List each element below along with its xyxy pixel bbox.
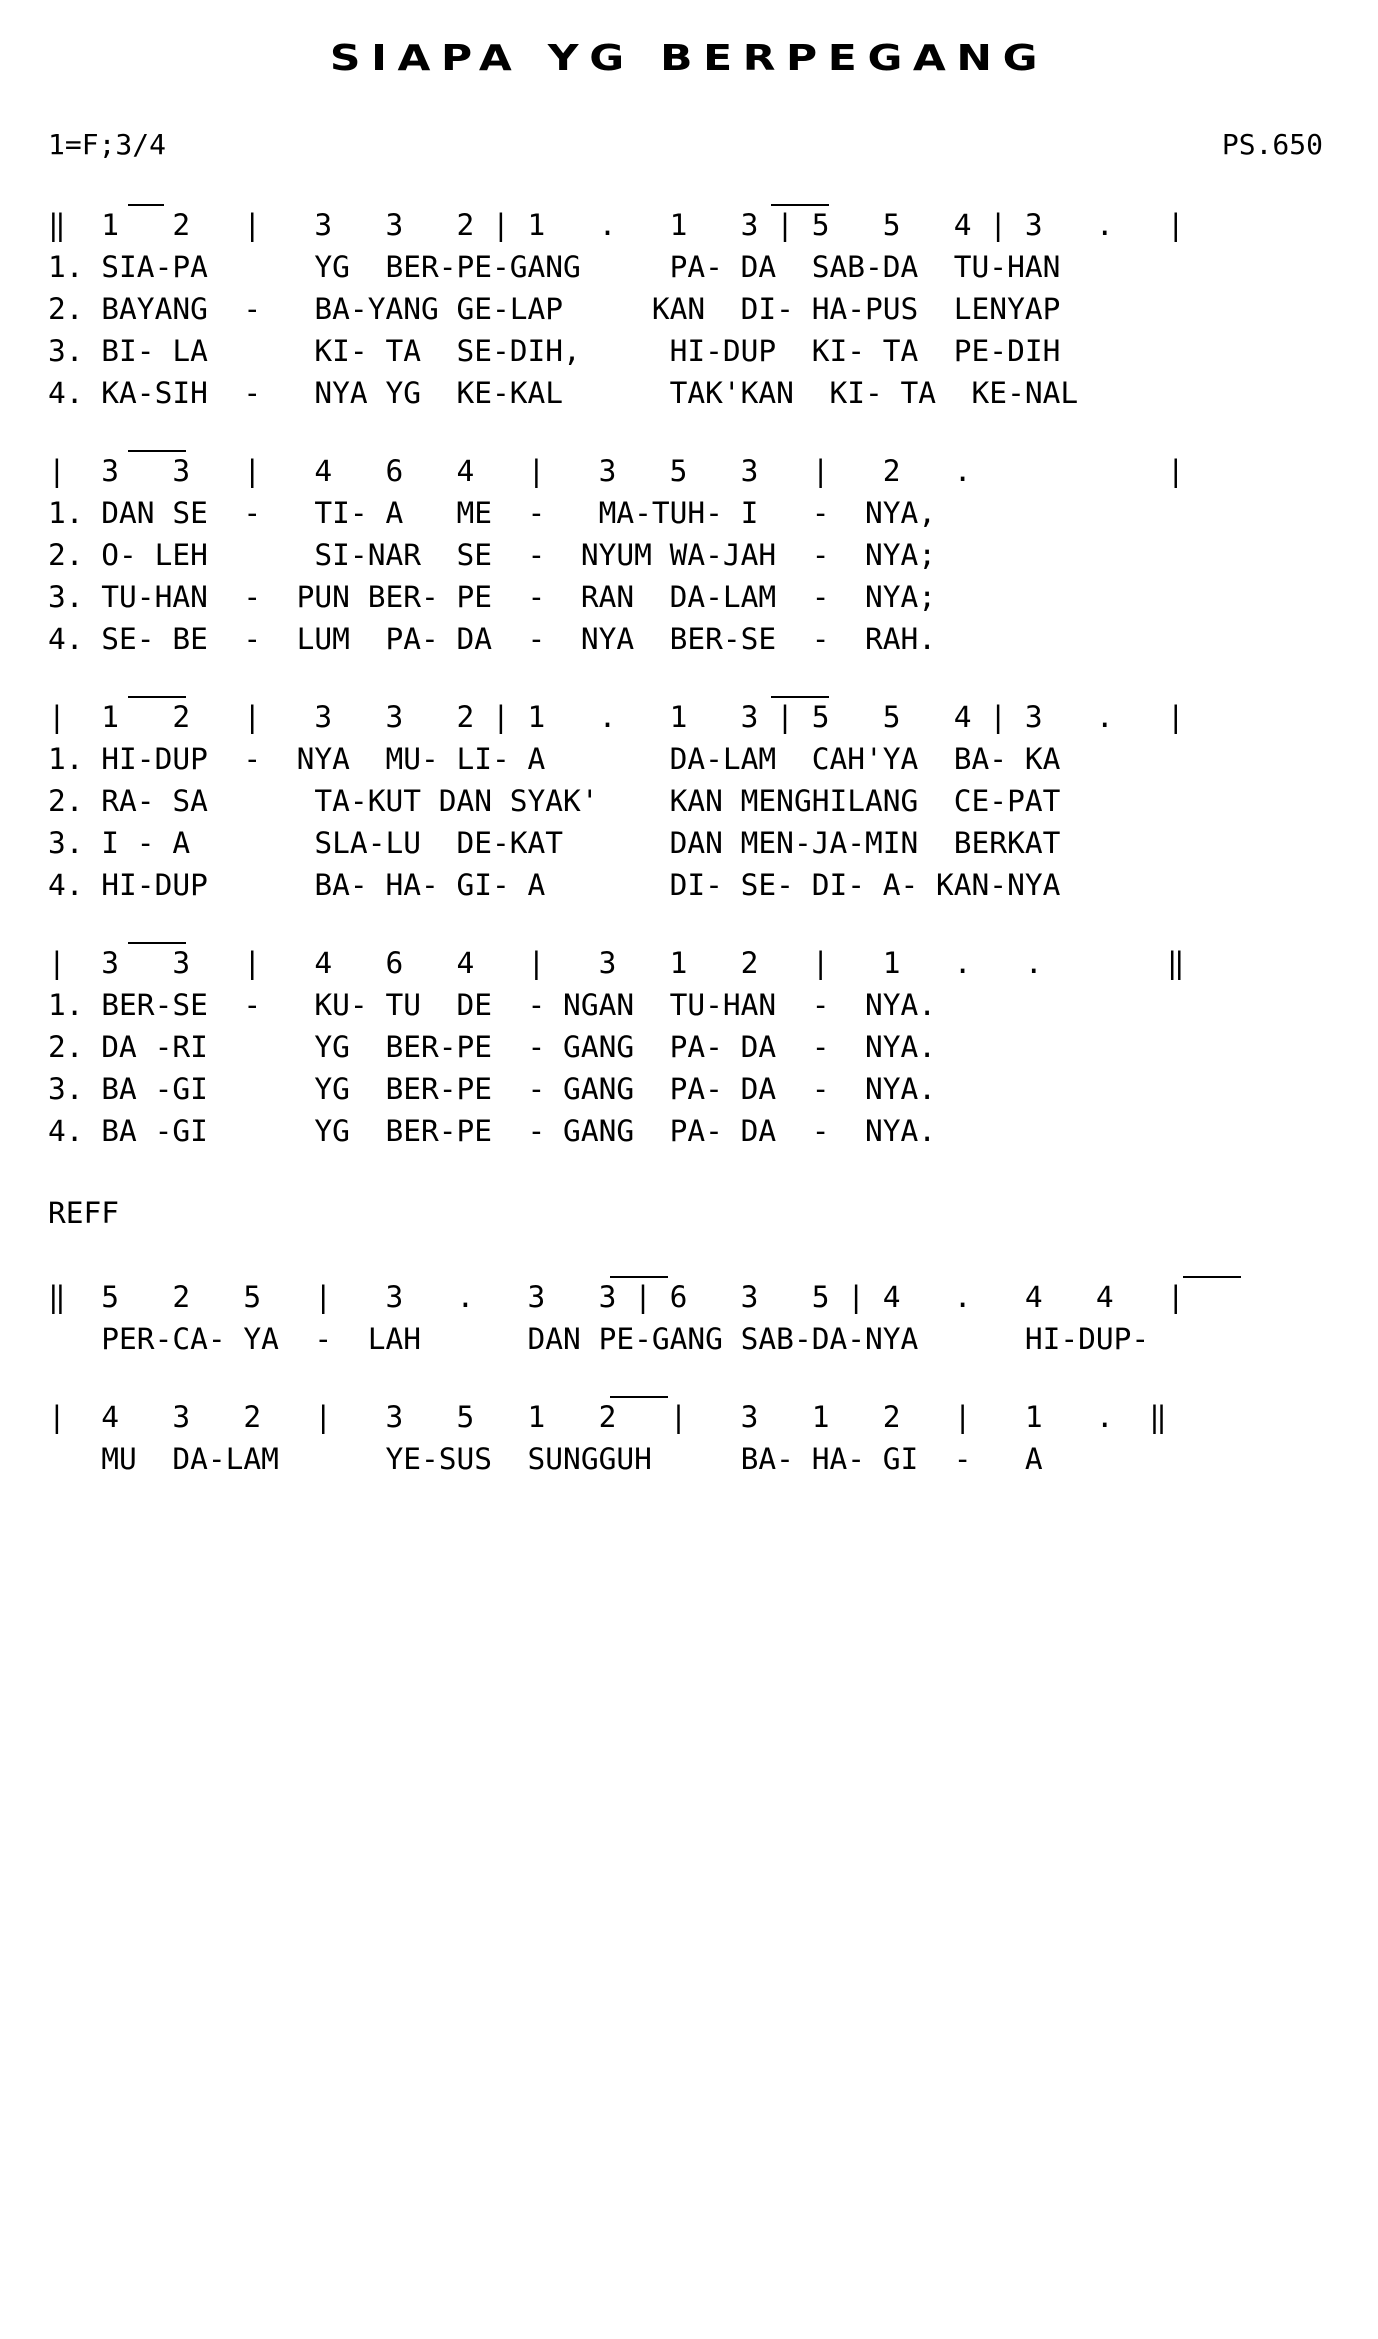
- lyric-line: 2. RA- SA TA-KUT DAN SYAK' KAN MENGHILANG CE-PAT: [48, 784, 1061, 818]
- lyric-line: 1. DAN SE - TI- A ME - MA-TUH- I - NYA,: [48, 496, 937, 530]
- lyric-line: 1. SIA-PA YG BER-PE-GANG PA- DA SAB-DA TU-HAN: [48, 250, 1061, 284]
- slur-mark: [1183, 1276, 1241, 1278]
- lyric-line: 3. I - A SLA-LU DE-KAT DAN MEN-JA-MIN BERKAT: [48, 826, 1061, 860]
- lyric-line: 1. BER-SE - KU- TU DE - NGAN TU-HAN - NYA.: [48, 988, 937, 1022]
- reff-system-2: [48, 1396, 1348, 1480]
- key-signature: 1=F;3/4: [48, 128, 167, 161]
- verse-system-2: [48, 450, 1348, 660]
- lyric-line: 2. O- LEH SI-NAR SE - NYUM WA-JAH - NYA;: [48, 538, 937, 572]
- verse-system-3: [48, 696, 1348, 906]
- verse-system-1: [48, 204, 1348, 414]
- slur-mark: [128, 204, 164, 206]
- verse-system-4: [48, 942, 1348, 1152]
- slur-mark: [610, 1276, 668, 1278]
- lyric-line: 3. TU-HAN - PUN BER- PE - RAN DA-LAM - NYA;: [48, 580, 937, 614]
- lyric-line: 3. BA -GI YG BER-PE - GANG PA- DA - NYA.: [48, 1072, 937, 1106]
- lyric-line: 4. KA-SIH - NYA YG KE-KAL TAK'KAN KI- TA KE-NAL: [48, 376, 1079, 410]
- notes-line: | 3 3 | 4 6 4 | 3 1 2 | 1 . . ‖: [48, 946, 1185, 980]
- notes-line: ‖ 1 2 | 3 3 2 | 1 . 1 3 | 5 5 4 | 3 . |: [48, 208, 1185, 242]
- reff-label: REFF: [48, 1196, 120, 1230]
- notes-line: ‖ 5 2 5 | 3 . 3 3 | 6 3 5 | 4 . 4 4 |: [48, 1280, 1185, 1314]
- lyric-line: MU DA-LAM YE-SUS SUNGGUH BA- HA- GI - A: [48, 1442, 1043, 1476]
- hymn-number: PS.650: [1221, 128, 1323, 161]
- lyric-line: 3. BI- LA KI- TA SE-DIH, HI-DUP KI- TA PE-DIH: [48, 334, 1061, 368]
- song-title: SIAPA YG BERPEGANG: [329, 38, 1049, 79]
- slur-mark: [128, 942, 186, 944]
- lyric-line: 4. HI-DUP BA- HA- GI- A DI- SE- DI- A- KAN-NYA: [48, 868, 1061, 902]
- notes-line: | 1 2 | 3 3 2 | 1 . 1 3 | 5 5 4 | 3 . |: [48, 700, 1185, 734]
- lyric-line: 4. SE- BE - LUM PA- DA - NYA BER-SE - RAH.: [48, 622, 937, 656]
- lyric-line: 2. BAYANG - BA-YANG GE-LAP KAN DI- HA-PUS LENYAP: [48, 292, 1061, 326]
- slur-mark: [128, 450, 186, 452]
- slur-mark: [610, 1396, 668, 1398]
- slur-mark: [771, 696, 829, 698]
- notes-line: | 3 3 | 4 6 4 | 3 5 3 | 2 . |: [48, 454, 1185, 488]
- lyric-line: 4. BA -GI YG BER-PE - GANG PA- DA - NYA.: [48, 1114, 937, 1148]
- slur-mark: [771, 204, 829, 206]
- lyric-line: PER-CA- YA - LAH DAN PE-GANG SAB-DA-NYA HI-DUP-: [48, 1322, 1150, 1356]
- notes-line: | 4 3 2 | 3 5 1 2 | 3 1 2 | 1 . ‖: [48, 1400, 1167, 1434]
- slur-mark: [128, 696, 186, 698]
- lyric-line: 2. DA -RI YG BER-PE - GANG PA- DA - NYA.: [48, 1030, 937, 1064]
- reff-system-1: [48, 1276, 1348, 1360]
- lyric-line: 1. HI-DUP - NYA MU- LI- A DA-LAM CAH'YA BA- KA: [48, 742, 1061, 776]
